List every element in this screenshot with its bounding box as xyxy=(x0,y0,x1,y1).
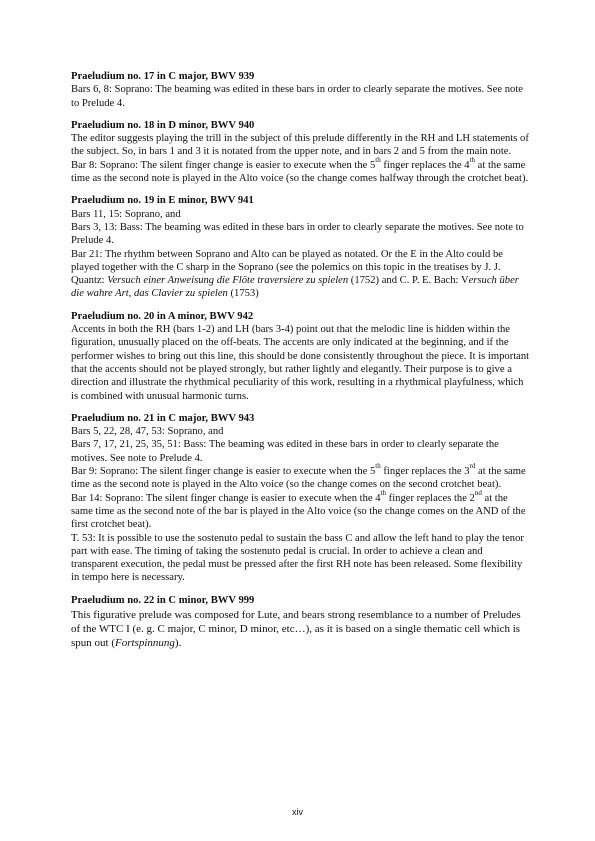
note-paragraph xyxy=(71,489,531,532)
prelude-section xyxy=(71,70,531,110)
note-paragraph xyxy=(71,462,531,492)
text-run: ). xyxy=(174,637,182,650)
text-run: Bars 7, 17, 21, 25, 35, 51: Bass: The beaming was edited in these bars in order to clearly separate the motives. See note to Prelude 4. xyxy=(71,439,499,464)
text-run: Bar 8: Soprano: The silent finger change is easier to execute when the 5 xyxy=(71,159,376,171)
text-run: This figurative prelude was composed for Lute, and bears strong resemblance to a number of Preludes of the WTC I (e. g. C major, C minor, D minor, etc…), as it is based on a single thematic cell which is spun out ( xyxy=(71,608,521,650)
note-paragraph xyxy=(71,208,531,221)
text-run: Bar 21: The rhythm between Soprano and Alto can be played as notated. Or the E in the Alto could be played together with the C sharp in the Soprano (see the polemics on this topic in the treatises by J. J. Quantz: xyxy=(71,248,503,287)
text-run: at the same time as the second note of the bar is played in the Alto voice (so the change comes on the AND of the first crotchet beat). xyxy=(71,492,526,531)
text-run: Bars 5, 22, 28, 47, 53: Soprano, and xyxy=(71,426,224,438)
note-paragraph xyxy=(71,532,531,585)
ordinal-suffix: nd xyxy=(474,489,482,498)
note-paragraph xyxy=(71,221,531,248)
note-paragraph xyxy=(71,608,531,651)
text-run: finger replaces the 2 xyxy=(386,492,475,504)
ordinal-suffix: th xyxy=(375,462,381,471)
ordinal-suffix: th xyxy=(380,489,387,498)
section-heading: Praeludium no. 22 in C minor, BWV 999 xyxy=(71,594,255,606)
text-run: (1753) xyxy=(227,288,259,300)
ordinal-suffix: rd xyxy=(469,462,476,471)
italic-title: ersuch über die wahre Art, das Clavier zu spielen xyxy=(71,275,519,300)
prelude-section xyxy=(71,310,531,403)
text-run: finger replaces the 4 xyxy=(380,159,470,171)
text-run: T. 53: It is possible to use the sostenuto pedal to sustain the bass C and allow the left hand to play the tenor part with ease. The timing of taking the sostenuto pedal is crucial. In order to achieve a clean and transparent execution, the pedal must be pressed after the first RH note has been released. Some flexibility in tempo here is necessary. xyxy=(71,532,524,584)
prelude-section xyxy=(71,119,531,185)
section-heading: Praeludium no. 19 in E minor, BWV 941 xyxy=(71,195,254,207)
section-heading: Praeludium no. 18 in D minor, BWV 940 xyxy=(71,119,255,131)
text-run: finger replaces the 3 xyxy=(380,466,470,478)
section-heading: Praeludium no. 21 in C major, BWV 943 xyxy=(71,412,255,424)
page-number: xiv xyxy=(292,807,303,817)
text-run: Bar 9: Soprano: The silent finger change is easier to execute when the 5 xyxy=(71,466,376,478)
text-run: Bars 3, 13: Bass: The beaming was edited in these bars in order to clearly separate the motives. See note to Prelude 4. xyxy=(71,221,524,247)
italic-title: Versuch einer Anweisung die Flöte traversiere zu spielen xyxy=(107,275,349,287)
note-paragraph xyxy=(71,132,531,159)
document-body xyxy=(71,70,531,660)
note-paragraph xyxy=(71,425,531,438)
text-run: Accents in both the RH (bars 1-2) and LH (bars 3-4) point out that the melodic line is hidden within the figuration, unusually placed on the off-beats. The accents are only indicated at the beginning, and if the performer wishes to bring out this line, this should be done consistently throughout the piece. It is important that the accents should not be played strongly, but rather lightly and elegantly. Their purpose is to give a direction and illustrate the rhythmical peculiarity of this work, resulting in a rhythmical playfulness, which is combined with unusual harmonic turns. xyxy=(71,324,530,402)
note-paragraph xyxy=(71,83,531,110)
text-run: Bar 14: Soprano: The silent finger change is easier to execute when the 4 xyxy=(71,492,381,504)
text-run: The editor suggests playing the trill in the subject of this prelude differently in the RH and LH statements of the subject. So, in bars 1 and 3 it is notated from the upper note, and in bars 2 and 5 from the main note. xyxy=(71,133,529,158)
prelude-section xyxy=(71,412,531,585)
text-run: at the same time as the second note is played in the Alto voice (so the change comes on the second crotchet beat). xyxy=(71,466,526,491)
text-run: (1752) and C. P. E. Bach: V xyxy=(348,275,469,287)
text-run: Bars 11, 15: Soprano, and xyxy=(71,208,181,220)
italic-title: Fortspinnung xyxy=(115,637,175,650)
text-run: at the same time as the second note is played in the Alto voice (so the change comes halfway through the crotchet beat). xyxy=(71,159,529,185)
text-run: Bars 6, 8: Soprano: The beaming was edited in these bars in order to clearly separate the motives. See note to Prelude 4. xyxy=(71,84,523,109)
note-paragraph xyxy=(71,248,531,301)
section-heading: Praeludium no. 20 in A minor, BWV 942 xyxy=(71,310,254,322)
section-heading: Praeludium no. 17 in C major, BWV 939 xyxy=(71,71,255,82)
ordinal-suffix: th xyxy=(375,156,381,165)
note-paragraph xyxy=(71,438,531,465)
ordinal-suffix: th xyxy=(469,156,476,165)
note-paragraph xyxy=(71,323,531,403)
prelude-section xyxy=(71,594,531,651)
note-paragraph xyxy=(71,156,531,186)
prelude-section xyxy=(71,194,531,300)
